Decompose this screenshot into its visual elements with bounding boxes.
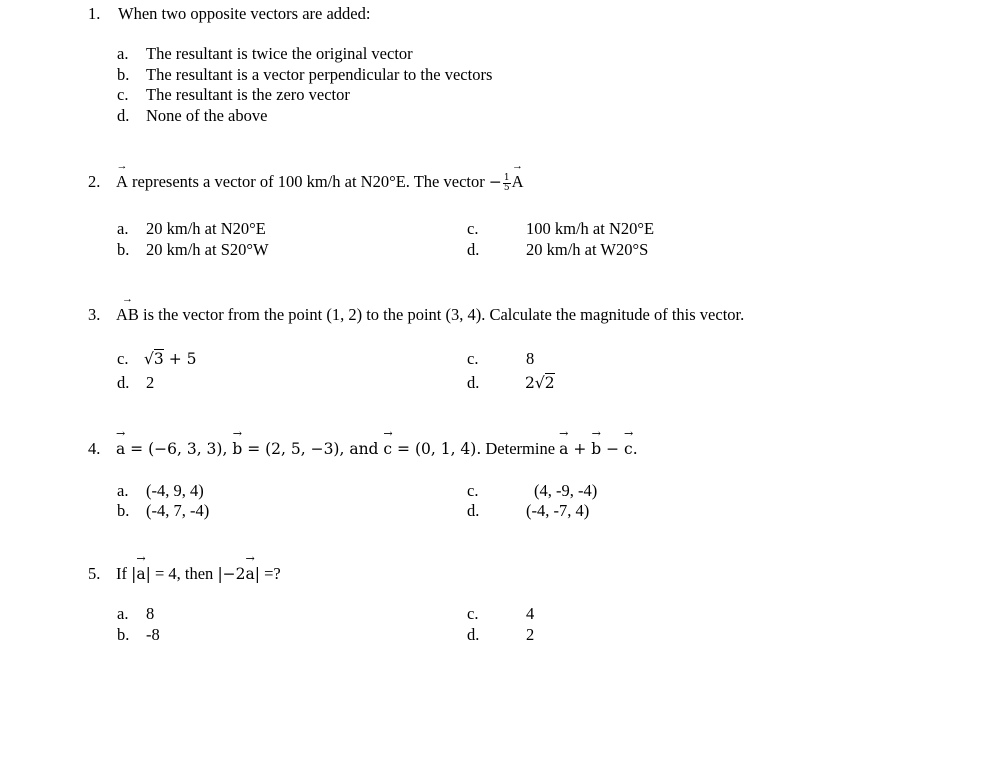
option-letter: a. (117, 481, 129, 500)
fraction-denominator: 5 (503, 182, 510, 193)
option-text: 2 (146, 373, 155, 392)
option-math (144, 349, 196, 369)
vector-a: → a (246, 564, 255, 584)
question-number: 3. (88, 305, 101, 324)
question-4-stem (116, 439, 638, 459)
option-text: The resultant is the zero vector (146, 85, 350, 104)
vector-c: → c (624, 439, 633, 459)
radicand: 2 (544, 374, 555, 392)
vector-c: → c (383, 439, 392, 459)
option-text: (-4, 7, -4) (146, 501, 210, 520)
vector-b: → b (232, 439, 242, 459)
question-5-stem (116, 564, 281, 584)
minus: − (601, 440, 625, 458)
question-1-stem: When two opposite vectors are added: (118, 4, 371, 23)
determine-text: Determine (481, 439, 560, 458)
option-text: 20 km/h at W20°S (526, 240, 649, 259)
sqrt-sign: √ (534, 374, 545, 392)
a-value: = (−6, 3, 3), (125, 440, 233, 458)
option-letter: d. (467, 240, 480, 259)
tail: + 5 (163, 350, 197, 368)
option-text: 100 km/h at N20°E (526, 219, 655, 238)
vector-b: → b (591, 439, 601, 459)
option-letter: d. (467, 373, 480, 392)
option-text: (-4, -7, 4) (526, 501, 590, 520)
vector-a-symbol: → A (116, 172, 128, 192)
option-text: 8 (526, 349, 535, 368)
if-text: If (116, 564, 132, 583)
option-text: 4 (526, 604, 535, 623)
question-number: 4. (88, 439, 101, 458)
b-value: = (2, 5, −3), and (242, 440, 384, 458)
abs-open: |−2 (217, 565, 246, 583)
option-letter: c. (117, 349, 129, 368)
option-letter: b. (117, 65, 130, 84)
option-letter: d. (117, 106, 130, 125)
question-number: 5. (88, 564, 101, 583)
option-text: 2 (526, 625, 535, 644)
option-letter: b. (117, 501, 130, 520)
option-letter: a. (117, 604, 129, 623)
option-letter: a. (117, 219, 129, 238)
vector-a: → a (136, 564, 145, 584)
plus: + (568, 440, 592, 458)
sqrt-sign: √ (144, 350, 154, 368)
abs-close: | (254, 565, 260, 583)
question-2-stem (116, 172, 524, 193)
radicand: 3 (153, 350, 164, 368)
option-letter: c. (467, 481, 479, 500)
question-number: 1. (88, 4, 101, 23)
option-letter: d. (467, 501, 480, 520)
option-letter: a. (117, 44, 129, 63)
question-number: 2. (88, 172, 101, 191)
vector-ab-symbol: → AB (116, 305, 139, 325)
eq-text: = 4, then (150, 564, 218, 583)
option-letter: c. (467, 219, 479, 238)
tail-text: =? (260, 564, 281, 583)
option-text: 20 km/h at N20°E (146, 219, 266, 238)
abs-close: | (145, 565, 151, 583)
option-text: 8 (146, 604, 155, 623)
option-letter: b. (117, 625, 130, 644)
option-text: The resultant is a vector perpendicular to the vectors (146, 65, 493, 84)
option-text: -8 (146, 625, 160, 644)
fraction (503, 174, 511, 193)
abs-open: | (131, 565, 137, 583)
period: . (632, 440, 638, 458)
option-letter: c. (117, 85, 129, 104)
option-text: (4, -9, -4) (534, 481, 598, 500)
option-text: None of the above (146, 106, 268, 125)
vector-a: → a (116, 439, 125, 459)
option-text: 20 km/h at S20°W (146, 240, 269, 259)
stem-text: represents a vector of 100 km/h at N20°E. The vector (127, 172, 489, 191)
fraction-numerator: 1 (503, 172, 510, 183)
vector-a: → a (559, 439, 568, 459)
option-math (525, 373, 555, 393)
stem-text: is the vector from the point (1, 2) to the point (3, 4). Calculate the magnitude of this vector. (138, 305, 745, 324)
option-text: (-4, 9, 4) (146, 481, 204, 500)
vector-a-symbol: → A (512, 172, 524, 192)
c-value: = (0, 1, 4). (392, 440, 482, 458)
minus-sign: − (488, 173, 502, 191)
question-3-stem (116, 305, 744, 325)
option-letter: c. (467, 604, 479, 623)
prefix: 2 (525, 374, 535, 392)
question-1 (88, 4, 100, 24)
option-letter: d. (117, 373, 130, 392)
option-text: The resultant is twice the original vector (146, 44, 413, 63)
option-letter: d. (467, 625, 480, 644)
option-letter: b. (117, 240, 130, 259)
option-letter: c. (467, 349, 479, 368)
